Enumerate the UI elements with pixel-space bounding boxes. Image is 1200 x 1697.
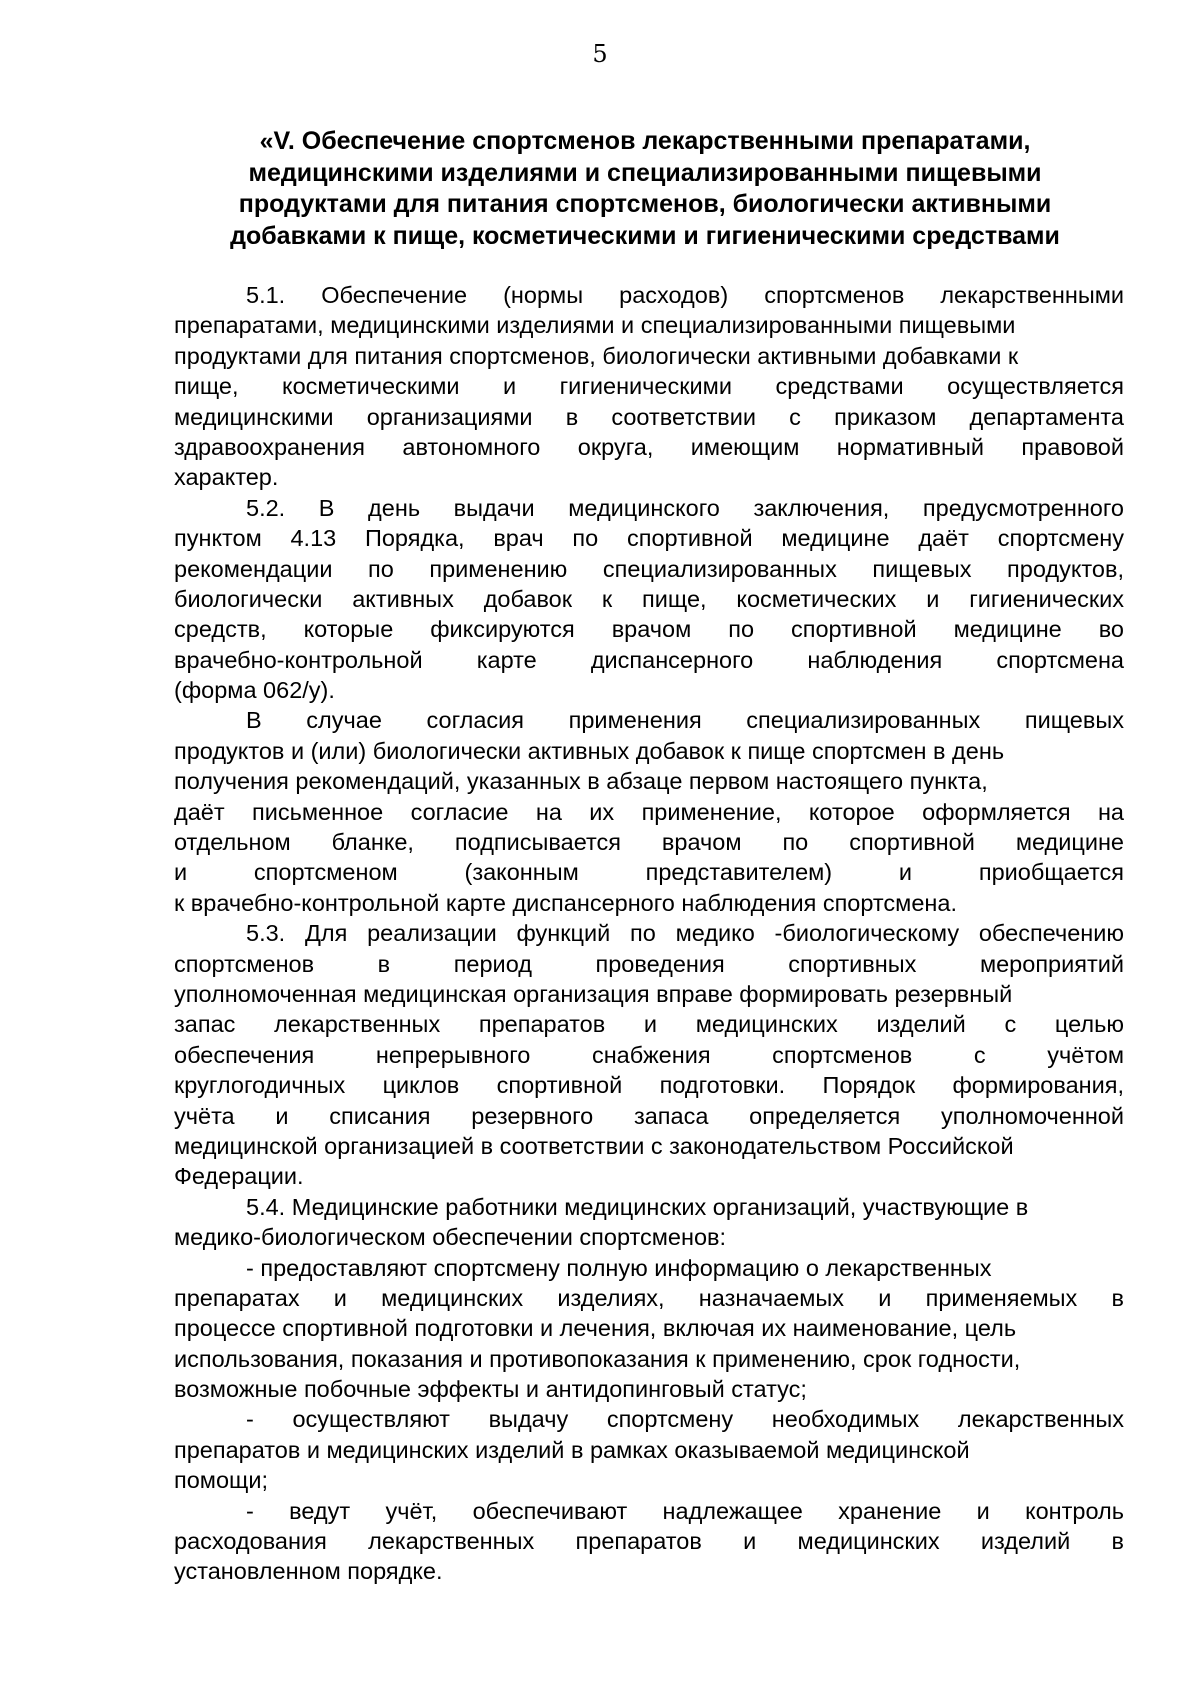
paragraph-line: (форма 062/у). (174, 677, 335, 704)
page-number: 5 (592, 40, 608, 68)
paragraph-line: медицинскими организациями в соответствии с приказом департамента (174, 403, 1124, 430)
paragraph (174, 705, 1124, 918)
paragraph (174, 1253, 1124, 1405)
paragraph (174, 280, 1124, 493)
heading-line: добавками к пище, косметическими и гигиеническими средствами (230, 221, 1060, 250)
paragraph (174, 918, 1124, 1192)
paragraph-line: получения рекомендаций, указанных в абзаце первом настоящего пункта, (174, 768, 988, 795)
paragraph-line: медицинской организацией в соответствии с законодательством Российской (174, 1132, 1014, 1159)
paragraph-line: биологически активных добавок к пище, косметических и гигиенических (174, 585, 1124, 612)
paragraph-line: уполномоченная медицинская организация вправе формировать резервный (174, 980, 1013, 1007)
paragraph-line: отдельном бланке, подписывается врачом по спортивной медицине (174, 829, 1124, 856)
paragraph-line: здравоохранения автономного округа, имеющим нормативный правовой (174, 433, 1124, 460)
paragraph-line: и спортсменом (законным представителем) и приобщается (174, 859, 1124, 886)
heading-line: медицинскими изделиями и специализированными пищевыми (248, 158, 1042, 187)
paragraph-line: - предоставляют спортсмену полную информацию о лекарственных (246, 1254, 992, 1281)
paragraph-line: 5.1. Обеспечение (нормы расходов) спортсменов лекарственными (246, 282, 1124, 308)
paragraph-line: препаратах и медицинских изделиях, назначаемых и применяемых в (174, 1284, 1124, 1311)
paragraph-line: круглогодичных циклов спортивной подготовки. Порядок формирования, (174, 1072, 1124, 1099)
paragraph (174, 1496, 1124, 1587)
document-body (174, 280, 1124, 1587)
paragraph-line: продуктами для питания спортсменов, биологически активными добавками к (174, 342, 1019, 369)
paragraph-line: В случае согласия применения специализированных пищевых (246, 707, 1124, 734)
paragraph-line: 5.4. Медицинские работники медицинских организаций, участвующие в (246, 1193, 1029, 1220)
paragraph-line: средств, которые фиксируются врачом по спортивной медицине во (174, 616, 1124, 643)
paragraph-line: установленном порядке. (174, 1558, 443, 1585)
paragraph-line: - осуществляют выдачу спортсмену необходимых лекарственных (246, 1406, 1124, 1433)
paragraph-line: Федерации. (174, 1163, 304, 1190)
paragraph-line: препаратов и медицинских изделий в рамках оказываемой медицинской (174, 1436, 970, 1463)
paragraph-line: к врачебно-контрольной карте диспансерного наблюдения спортсмена. (174, 889, 957, 916)
paragraph-line: возможные побочные эффекты и антидопинговый статус; (174, 1376, 807, 1403)
paragraph (174, 1192, 1124, 1253)
paragraph-line: запас лекарственных препаратов и медицинских изделий с целью (174, 1011, 1124, 1038)
paragraph (174, 1404, 1124, 1495)
paragraph-line: даёт письменное согласие на их применение, которое оформляется на (174, 798, 1124, 825)
paragraph-line: помощи; (174, 1467, 269, 1494)
paragraph-line: расходования лекарственных препаратов и медицинских изделий в (174, 1528, 1124, 1555)
paragraph-line: 5.3. Для реализации функций по медико -биологическому обеспечению (246, 920, 1124, 947)
paragraph-line: процессе спортивной подготовки и лечения, включая их наименование, цель (174, 1315, 1017, 1342)
paragraph-line: продуктов и (или) биологически активных добавок к пище спортсмен в день (174, 737, 1005, 764)
paragraph-line: препаратами, медицинскими изделиями и специализированными пищевыми (174, 312, 1016, 339)
paragraph-line: спортсменов в период проведения спортивных мероприятий (174, 950, 1124, 977)
paragraph-line: медико-биологическом обеспечении спортсменов: (174, 1224, 727, 1251)
paragraph-line: пунктом 4.13 Порядка, врач по спортивной медицине даёт спортсмену (174, 525, 1124, 552)
heading-line: «V. Обеспечение спортсменов лекарственными препаратами, (259, 127, 1031, 155)
paragraph-line: рекомендации по применению специализированных пищевых продуктов, (174, 555, 1124, 582)
paragraph-line: пище, косметическими и гигиеническими средствами осуществляется (174, 373, 1124, 400)
paragraph-line: использования, показания и противопоказания к применению, срок годности, (174, 1345, 1021, 1372)
paragraph-line: врачебно-контрольной карте диспансерного наблюдения спортсмена (174, 646, 1124, 673)
paragraph-line: 5.2. В день выдачи медицинского заключения, предусмотренного (246, 494, 1124, 521)
section-heading (170, 126, 1120, 252)
paragraph-line: обеспечения непрерывного снабжения спортсменов с учётом (174, 1041, 1124, 1068)
paragraph-line: - ведут учёт, обеспечивают надлежащее хранение и контроль (246, 1497, 1124, 1524)
paragraph-line: характер. (174, 464, 279, 491)
paragraph-line: учёта и списания резервного запаса определяется уполномоченной (174, 1102, 1124, 1129)
heading-line: продуктами для питания спортсменов, биологически активными (238, 190, 1052, 218)
paragraph (174, 493, 1124, 706)
